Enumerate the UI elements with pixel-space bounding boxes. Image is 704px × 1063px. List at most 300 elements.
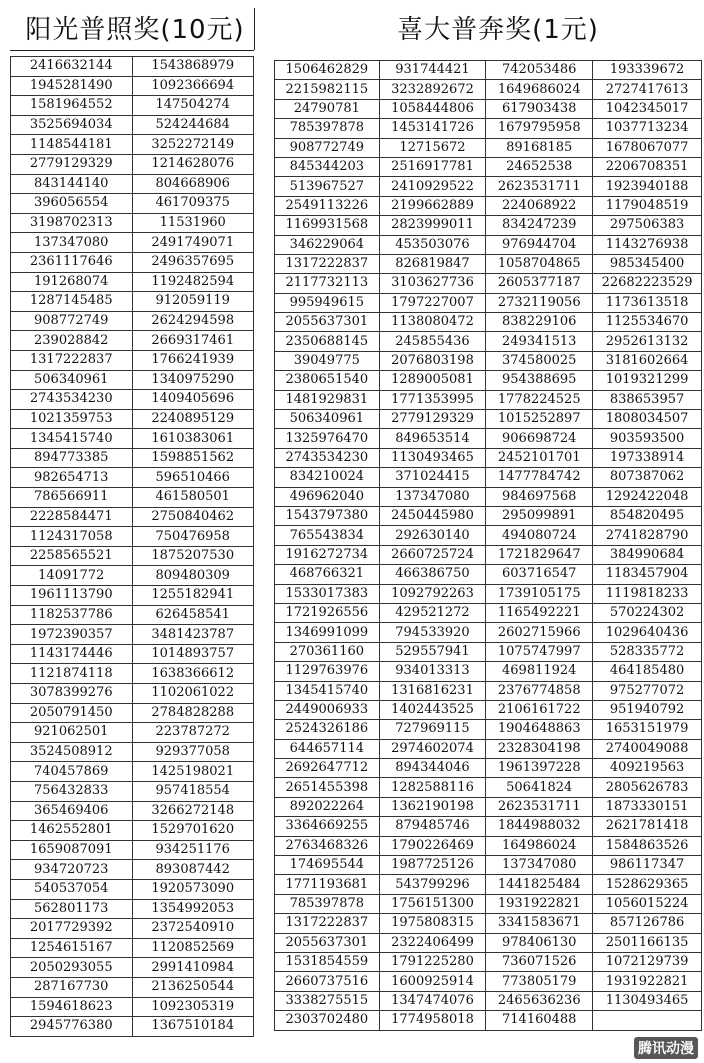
number-cell: 1679795958 [486,119,593,138]
number-cell: 893087442 [132,860,254,880]
number-cell: 903593500 [593,429,702,448]
table-row [275,1011,702,1030]
number-cell: 1325976470 [275,429,380,448]
number-cell: 807387062 [593,468,702,487]
table-row [11,331,254,351]
table-row [275,468,702,487]
number-cell: 1058444806 [379,99,486,118]
number-cell: 954388695 [486,371,593,390]
number-cell: 468766321 [275,565,380,584]
number-cell: 845344203 [275,157,380,176]
number-cell: 1975808315 [379,914,486,933]
number-cell: 2050293055 [11,958,133,978]
table-row [11,644,254,664]
number-cell: 2228584471 [11,507,133,527]
number-cell: 249341513 [486,332,593,351]
number-cell: 1904648863 [486,720,593,739]
number-cell: 371024415 [379,468,486,487]
number-cell: 3078399276 [11,684,133,704]
number-cell: 765543834 [275,526,380,545]
table-row [11,429,254,449]
number-cell: 1014893757 [132,644,254,664]
title-divider-vertical [254,8,255,50]
number-cell: 1529701620 [132,821,254,841]
number-cell: 466386750 [379,565,486,584]
number-cell: 912059119 [132,292,254,312]
number-cell: 2136250544 [132,977,254,997]
number-cell: 736071526 [486,952,593,971]
table-row [11,546,254,566]
number-cell: 1531854559 [275,952,380,971]
table-row [11,801,254,821]
number-cell: 12715672 [379,138,486,157]
table-row [275,487,702,506]
number-cell: 2496357695 [132,252,254,272]
number-cell: 838653957 [593,390,702,409]
number-cell: 506340961 [11,370,133,390]
number-cell: 2743534230 [275,448,380,467]
number-cell: 1119818233 [593,584,702,603]
number-cell: 2651455398 [275,778,380,797]
number-cell: 292630140 [379,526,486,545]
number-cell: 1362190198 [379,797,486,816]
number-cell: 834210024 [275,468,380,487]
table-row [275,545,702,564]
table-row [275,216,702,235]
table-row [11,566,254,586]
number-cell: 543799296 [379,875,486,894]
number-cell: 1766241939 [132,350,254,370]
number-cell: 2974602074 [379,739,486,758]
number-cell: 879485746 [379,817,486,836]
number-cell: 1844988032 [486,817,593,836]
number-cell: 3525694034 [11,115,133,135]
joy-prize-panel [274,8,702,1031]
number-cell: 1029640436 [593,623,702,642]
table-row [11,899,254,919]
number-cell: 3341583671 [486,914,593,933]
number-cell: 1771353995 [379,390,486,409]
number-cell: 1129763976 [275,662,380,681]
number-cell: 528335772 [593,642,702,661]
table-row [275,836,702,855]
table-row [11,879,254,899]
number-cell: 1316816231 [379,681,486,700]
number-cell: 1165492221 [486,603,593,622]
table-row [275,778,702,797]
table-row [275,80,702,99]
number-cell: 2621781418 [593,817,702,836]
table-row [275,991,702,1010]
number-cell: 773805179 [486,972,593,991]
table-row [11,938,254,958]
number-cell: 3181602664 [593,351,702,370]
number-cell: 3198702313 [11,213,133,233]
number-cell: 540537054 [11,879,133,899]
table-row [275,565,702,584]
number-cell: 1791225280 [379,952,486,971]
number-cell: 1808034507 [593,410,702,429]
number-cell: 1102061022 [132,684,254,704]
number-cell: 1354992053 [132,899,254,919]
number-cell: 1182537786 [11,605,133,625]
number-cell: 245855436 [379,332,486,351]
number-cell: 3103627736 [379,274,486,293]
number-cell: 1214628076 [132,154,254,174]
number-cell: 2017729392 [11,919,133,939]
number-cell: 1345415740 [275,681,380,700]
number-cell: 2361117646 [11,252,133,272]
number-cell: 1462552801 [11,821,133,841]
number-cell: 1945281490 [11,76,133,96]
table-row [11,625,254,645]
table-row [11,605,254,625]
table-row [11,390,254,410]
number-cell: 409219563 [593,759,702,778]
number-cell: 1130493465 [379,448,486,467]
number-cell: 1581964552 [11,96,133,116]
table-row [275,332,702,351]
number-cell: 562801173 [11,899,133,919]
number-cell: 295099891 [486,506,593,525]
number-cell: 39049775 [275,351,380,370]
number-cell: 2117732113 [275,274,380,293]
number-cell: 1173613518 [593,293,702,312]
number-cell: 727969115 [379,720,486,739]
number-cell: 2660725724 [379,545,486,564]
number-cell: 1058704865 [486,254,593,273]
number-cell: 957418554 [132,781,254,801]
number-cell: 223787272 [132,723,254,743]
number-cell: 1124317058 [11,527,133,547]
number-cell: 1138080472 [379,313,486,332]
table-row [275,293,702,312]
number-cell: 1169931568 [275,216,380,235]
number-cell: 1610383061 [132,429,254,449]
number-cell: 1346991099 [275,623,380,642]
number-cell: 1756151300 [379,894,486,913]
number-cell: 603716547 [486,565,593,584]
number-cell: 1771193681 [275,875,380,894]
number-cell: 174695544 [275,856,380,875]
number-cell: 1425198021 [132,762,254,782]
number-cell: 1453141726 [379,119,486,138]
table-row [11,821,254,841]
table-row [275,371,702,390]
sunshine-prize-title: 阳光普照奖(10元) [25,15,245,45]
number-cell: 2055637301 [275,933,380,952]
number-cell: 1125534670 [593,313,702,332]
table-row [11,684,254,704]
table-row [275,313,702,332]
table-row [275,177,702,196]
number-cell: 270361160 [275,642,380,661]
table-row [275,894,702,913]
number-cell: 1875207530 [132,546,254,566]
number-cell: 931744421 [379,61,486,80]
table-row [11,213,254,233]
number-cell: 2106161722 [486,700,593,719]
number-cell: 984697568 [486,487,593,506]
number-cell: 809480309 [132,566,254,586]
number-cell: 2050791450 [11,703,133,723]
number-cell: 287167730 [11,977,133,997]
table-row [11,350,254,370]
number-cell: 147504274 [132,96,254,116]
number-cell: 1790226469 [379,836,486,855]
number-cell: 1721829647 [486,545,593,564]
number-cell: 1477784742 [486,468,593,487]
number-cell: 2623531711 [486,177,593,196]
number-cell: 1042345017 [593,99,702,118]
number-cell: 1148544181 [11,135,133,155]
number-cell: 1528629365 [593,875,702,894]
table-row [11,723,254,743]
number-cell: 1916272734 [275,545,380,564]
number-cell: 2732119056 [486,293,593,312]
table-row [11,252,254,272]
number-cell: 2692647712 [275,759,380,778]
number-cell: 137347080 [486,856,593,875]
number-cell: 617903438 [486,99,593,118]
table-row [11,194,254,214]
number-cell: 24790781 [275,99,380,118]
number-cell: 3481423787 [132,625,254,645]
number-cell: 2624294598 [132,311,254,331]
number-cell: 1183457904 [593,565,702,584]
table-row [275,157,702,176]
number-cell: 1409405696 [132,390,254,410]
number-cell: 2199662889 [379,196,486,215]
number-cell: 197338914 [593,448,702,467]
number-cell: 453503076 [379,235,486,254]
number-cell: 461580501 [132,488,254,508]
number-cell: 978406130 [486,933,593,952]
number-cell: 1739105175 [486,584,593,603]
number-cell: 2465636236 [486,991,593,1010]
table-row [11,507,254,527]
number-cell: 1649686024 [486,80,593,99]
table-row [11,997,254,1017]
table-row [275,119,702,138]
number-cell: 894773385 [11,448,133,468]
table-row [275,390,702,409]
number-cell: 137347080 [379,487,486,506]
number-cell: 2410929522 [379,177,486,196]
table-row [11,919,254,939]
number-cell: 785397878 [275,119,380,138]
number-cell: 384990684 [593,545,702,564]
number-cell: 2605377187 [486,274,593,293]
number-cell: 1287145485 [11,292,133,312]
number-cell: 1075747997 [486,642,593,661]
number-cell: 626458541 [132,605,254,625]
number-cell: 1130493465 [593,991,702,1010]
number-cell: 2322406499 [379,933,486,952]
number-cell: 137347080 [11,233,133,253]
table-row [275,797,702,816]
number-cell: 843144140 [11,174,133,194]
number-cell: 1092792263 [379,584,486,603]
number-cell: 3252272149 [132,135,254,155]
number-cell: 2779129329 [379,410,486,429]
number-cell: 396056554 [11,194,133,214]
number-cell: 3524508912 [11,742,133,762]
sunshine-prize-panel [10,8,254,1037]
table-row [11,135,254,155]
number-cell: 2740049088 [593,739,702,758]
number-cell: 2805626783 [593,778,702,797]
number-cell: 1072129739 [593,952,702,971]
number-cell: 1345415740 [11,429,133,449]
number-cell: 1543797380 [275,506,380,525]
number-cell: 750476958 [132,527,254,547]
number-cell: 2779129329 [11,154,133,174]
number-cell: 2380651540 [275,371,380,390]
number-cell: 2602715966 [486,623,593,642]
number-cell: 1638366612 [132,664,254,684]
table-row [11,57,254,77]
number-cell: 1254615167 [11,938,133,958]
table-row [11,468,254,488]
number-cell: 975277072 [593,681,702,700]
table-row [275,196,702,215]
table-row [11,272,254,292]
number-cell: 1120852569 [132,938,254,958]
number-cell: 1317222837 [11,350,133,370]
number-cell: 2991410984 [132,958,254,978]
number-cell: 854820495 [593,506,702,525]
number-cell: 22682223529 [593,274,702,293]
table-row [275,914,702,933]
table-row [11,762,254,782]
table-row [275,642,702,661]
number-cell: 1019321299 [593,371,702,390]
number-cell: 2823999011 [379,216,486,235]
number-cell: 2516917781 [379,157,486,176]
table-row [11,311,254,331]
number-cell: 524244684 [132,115,254,135]
number-cell: 1920573090 [132,879,254,899]
table-row [275,254,702,273]
number-cell: 1873330151 [593,797,702,816]
number-cell: 365469406 [11,801,133,821]
number-cell: 2450445980 [379,506,486,525]
number-cell: 740457869 [11,762,133,782]
number-cell: 191268074 [11,272,133,292]
joy-prize-title: 喜大普奔奖(1元) [397,15,599,45]
table-row [275,448,702,467]
table-row [275,700,702,719]
number-cell: 596510466 [132,468,254,488]
number-cell: 2549113226 [275,196,380,215]
number-cell: 1972390357 [11,625,133,645]
number-cell: 1255182941 [132,586,254,606]
number-cell: 2328304198 [486,739,593,758]
number-cell: 929377058 [132,742,254,762]
table-row [275,972,702,991]
number-cell: 1598851562 [132,448,254,468]
number-cell: 1015252897 [486,410,593,429]
number-cell: 786566911 [11,488,133,508]
number-cell: 1774958018 [379,1011,486,1030]
table-row [11,488,254,508]
number-cell: 1143276938 [593,235,702,254]
number-cell: 297506383 [593,216,702,235]
number-cell: 2784828288 [132,703,254,723]
number-cell: 164986024 [486,836,593,855]
number-cell: 89168185 [486,138,593,157]
number-cell: 2524326186 [275,720,380,739]
number-cell: 1721926556 [275,603,380,622]
number-cell: 1192482594 [132,272,254,292]
table-row [275,856,702,875]
number-cell: 976944704 [486,235,593,254]
number-cell: 985345400 [593,254,702,273]
number-cell: 908772749 [11,311,133,331]
number-cell: 2076803198 [379,351,486,370]
number-cell: 934013313 [379,662,486,681]
number-cell: 1778224525 [486,390,593,409]
number-cell: 2376774858 [486,681,593,700]
number-cell: 1289005081 [379,371,486,390]
number-cell: 1600925914 [379,972,486,991]
number-cell: 513967527 [275,177,380,196]
table-row [275,681,702,700]
table-row [11,840,254,860]
number-cell: 906698724 [486,429,593,448]
number-cell: 14091772 [11,566,133,586]
table-row [11,586,254,606]
table-row [11,370,254,390]
table-row [275,817,702,836]
table-row [11,76,254,96]
number-cell: 2501166135 [593,933,702,952]
number-cell: 2350688145 [275,332,380,351]
number-cell: 1931922821 [486,894,593,913]
table-row [275,584,702,603]
number-cell: 1347474076 [379,991,486,1010]
number-cell: 908772749 [275,138,380,157]
number-cell: 1402443525 [379,700,486,719]
table-row [11,409,254,429]
table-row [11,703,254,723]
number-cell: 2727417613 [593,80,702,99]
number-cell: 894344046 [379,759,486,778]
table-row [11,1017,254,1037]
table-row [11,742,254,762]
number-cell: 2303702480 [275,1011,380,1030]
number-cell [593,1011,702,1030]
number-cell: 1092305319 [132,997,254,1017]
number-cell: 496962040 [275,487,380,506]
number-cell: 986117347 [593,856,702,875]
table-row [11,115,254,135]
number-cell: 1056015224 [593,894,702,913]
sunshine-prize-table [10,56,254,1037]
number-cell: 2945776380 [11,1017,133,1037]
number-cell: 50641824 [486,778,593,797]
number-cell: 1340975290 [132,370,254,390]
number-cell: 570224302 [593,603,702,622]
table-row [275,61,702,80]
number-cell: 2763468326 [275,836,380,855]
number-cell: 193339672 [593,61,702,80]
number-cell: 1092366694 [132,76,254,96]
table-row [275,274,702,293]
number-cell: 921062501 [11,723,133,743]
table-row [11,977,254,997]
